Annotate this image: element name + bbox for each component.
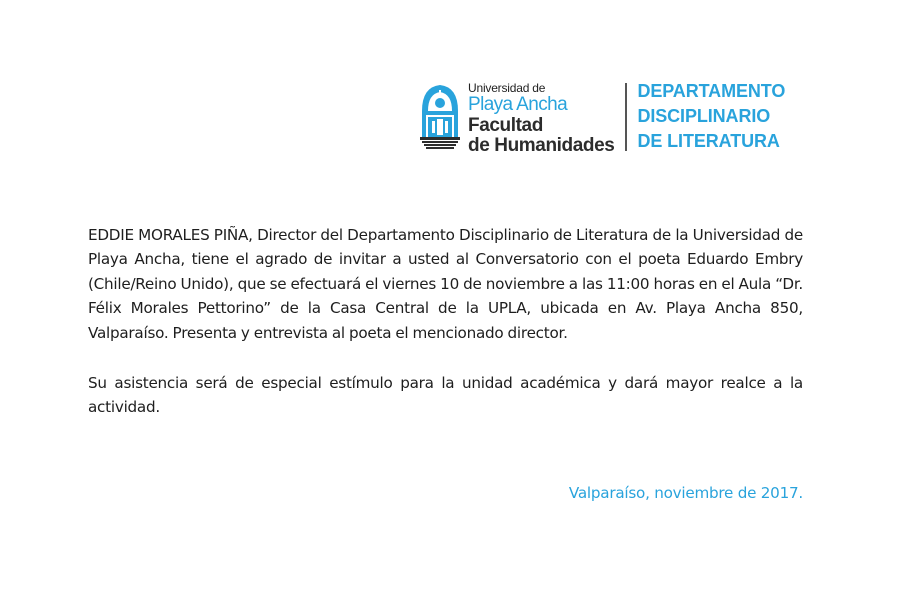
department-line-2: DISCIPLINARIO	[637, 106, 771, 126]
department-name	[637, 79, 785, 154]
faculty-line-1: Facultad	[468, 115, 543, 136]
university-prefix: Universidad de	[468, 81, 546, 95]
header-divider	[625, 83, 627, 151]
invitation-body	[88, 223, 803, 420]
department-line-3: DE LITERATURA	[637, 131, 780, 151]
university-name: Playa Ancha	[468, 94, 568, 115]
invitation-paragraph-2: Su asistencia será de especial estímulo para la unidad académica y dará mayor realce a la actividad.	[88, 374, 803, 417]
department-line-1: DEPARTAMENTO	[637, 81, 786, 101]
place-date-signoff: Valparaíso, noviembre de 2017.	[568, 484, 803, 502]
invitation-paragraph-1: EDDIE MORALES PIÑA, Director del Departamento Disciplinario de Literatura de la Universidad de Playa Ancha, tiene el agrado de invitar a usted al Conversatorio con el poeta Eduardo Embry (Chile/Reino Unido), que se efectuará el viernes 10 de noviembre a las 11:00 horas en el Aula “Dr. Félix Morales Pettorino” de la Casa Central de la UPLA, ubicada en Av. Playa Ancha 850, Valparaíso. Presenta y entrevista al poeta el mencionado director.	[88, 226, 803, 342]
faculty-line-2: de Humanidades	[468, 135, 615, 156]
university-wordmark	[468, 79, 614, 155]
letterhead	[418, 79, 785, 155]
university-lighthouse-emblem-icon	[418, 81, 462, 153]
